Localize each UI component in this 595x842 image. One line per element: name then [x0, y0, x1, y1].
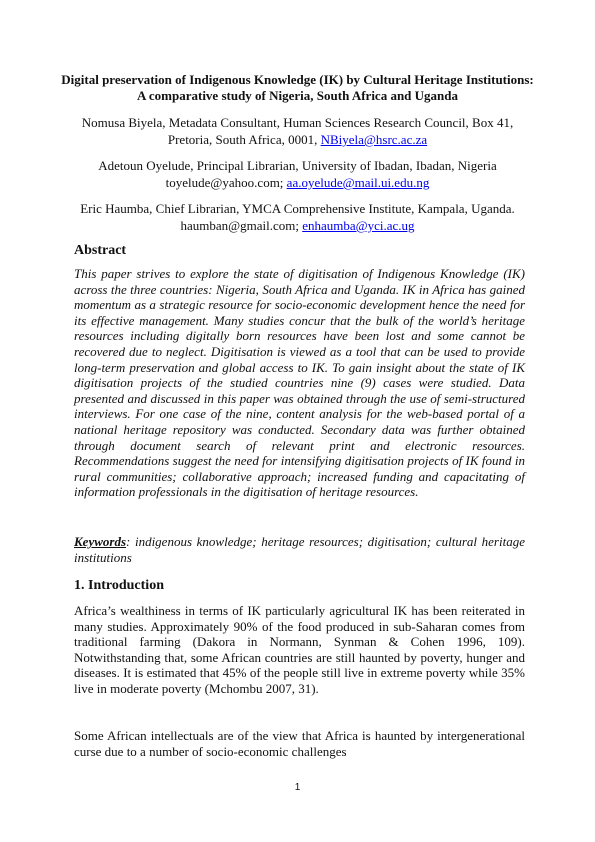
keywords-line [74, 534, 525, 565]
introduction-paragraph-1: Africa’s wealthiness in terms of IK particularly agricultural IK has been reiterated in many studies. Approximately 90% of the food produced in sub-Saharan comes from traditional farming (Dakora in Normann, Synman & Cohen 1996, 109). Notwithstanding that, some African countries are still haunted by poverty, hunger and diseases. It is estimated that 45% of the people still live in extreme poverty while 35% live in moderate poverty (Mchombu 2007, 31). [74, 603, 525, 696]
author-affiliation-3 [60, 200, 535, 234]
paper-title: Digital preservation of Indigenous Knowledge (IK) by Cultural Heritage Institutions: A comparative study of Nigeria, South Africa and Uganda [61, 72, 534, 103]
author-2-email-link[interactable]: aa.oyelude@mail.ui.edu.ng [286, 175, 430, 190]
author-3-email-link[interactable]: enhaumba@yci.ac.ug [302, 218, 415, 233]
abstract-heading: Abstract [74, 243, 127, 258]
author-1-details: Nomusa Biyela, Metadata Consultant, Human Sciences Research Council, Box 41, Pretoria, South Africa, 0001, [81, 115, 514, 147]
author-1-email-link[interactable]: NBiyela@hsrc.ac.za [320, 132, 428, 147]
keywords-label: Keywords [74, 534, 126, 549]
author-3-details: Eric Haumba, Chief Librarian, YMCA Comprehensive Institute, Kampala, Uganda. haumban@gmail.com; [80, 201, 515, 233]
abstract-body: This paper strives to explore the state of digitisation of Indigenous Knowledge (IK) across the three countries: Nigeria, South Africa and Uganda. IK in Africa has gained momentum as a strategic resource for socio-economic development hence the need for its effective management. Many studies concur that the bulk of the world’s heritage resources including digitally born resources have been lost and some cannot be recovered due to neglect. Digitisation is viewed as a tool that can be used to provide long-term preservation and global access to IK. To gain insight about the state of IK digitisation projects of the studied countries nine (9) cases were studied. Data presented and discussed in this paper was obtained through the use of semi-structured interviews. For one case of the nine, content analysis for the web-based portal of a national heritage repository was conducted. Secondary data was further obtained through document search of relevant print and electronic resources. Recommendations suggest the need for intensifying digitisation projects of IK found in rural communities; collaborative approach; increased funding and capacitating of information professionals in the digitisation of heritage resources. [74, 266, 525, 500]
author-affiliation-1 [60, 114, 535, 148]
page-number: 1 [294, 782, 301, 793]
keywords-text: : indigenous knowledge; heritage resources; digitisation; cultural heritage institutions [74, 534, 525, 565]
author-2-details: Adetoun Oyelude, Principal Librarian, University of Ibadan, Ibadan, Nigeria toyelude@yahoo.com; [98, 158, 497, 190]
introduction-paragraph-2: Some African intellectuals are of the view that Africa is haunted by intergenerational curse due to a number of socio-economic challenges [74, 728, 525, 759]
introduction-heading: 1. Introduction [74, 578, 164, 593]
author-affiliation-2 [60, 157, 535, 191]
